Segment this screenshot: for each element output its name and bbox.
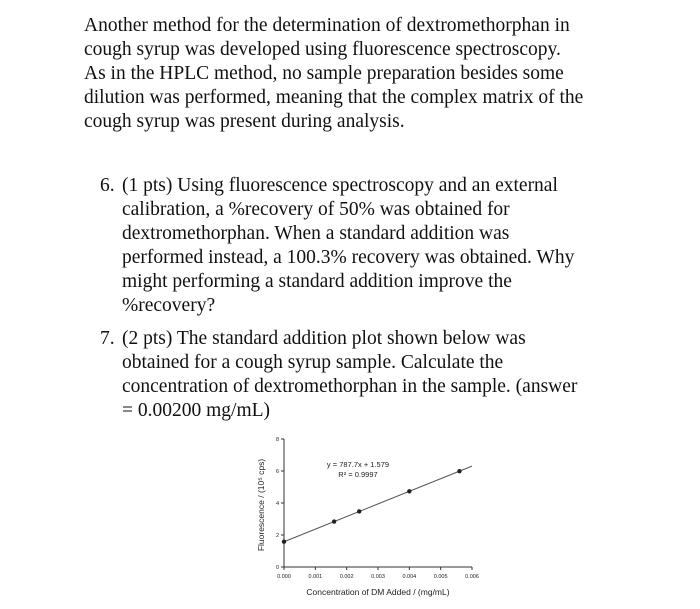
standard-addition-plot — [250, 435, 490, 608]
x-tick-label: 0.000 — [277, 574, 291, 580]
data-point — [282, 540, 286, 544]
y-tick-label: 4 — [275, 501, 279, 507]
data-point — [407, 489, 411, 493]
data-point — [332, 519, 336, 523]
text-line: %recovery? — [122, 295, 216, 316]
data-point — [457, 469, 461, 473]
y-tick-label: 0 — [275, 565, 279, 571]
y-axis-label: Fluorescence / (10⁵ cps) — [256, 458, 266, 552]
text-line: cough syrup was present during analysis. — [84, 111, 405, 132]
x-tick-label: 0.001 — [308, 574, 323, 580]
r-squared-label: R² = 0.9997 — [338, 470, 378, 479]
x-axis-label: Concentration of DM Added / (mg/mL) — [306, 587, 450, 597]
equation-label: y = 787.7x + 1.579 — [326, 460, 390, 469]
question-number: 6. — [100, 175, 115, 196]
text-line: calibration, a %recovery of 50% was obtained for — [122, 199, 510, 220]
text-line: (2 pts) The standard addition plot shown below was — [122, 328, 526, 349]
text-line: dilution was performed, meaning that the complex matrix of the — [84, 87, 584, 108]
text-line: (1 pts) Using fluorescence spectroscopy and an external — [122, 175, 558, 196]
text-line: dextromethorphan. When a standard addition was — [122, 223, 510, 244]
question-text — [122, 174, 574, 318]
x-tick-label: 0.005 — [433, 574, 448, 580]
x-tick-label: 0.006 — [465, 574, 479, 580]
y-tick-label: 8 — [275, 437, 279, 443]
text-line: might performing a standard addition improve the — [122, 271, 512, 292]
text-line: obtained for a cough syrup sample. Calculate the — [122, 352, 504, 373]
text-line: concentration of dextromethorphan in the sample. (answer — [122, 376, 578, 397]
text-line: Another method for the determination of dextromethorphan in — [84, 15, 570, 36]
question-number: 7. — [100, 328, 115, 349]
text-line: As in the HPLC method, no sample preparation besides some — [84, 63, 564, 84]
y-tick-label: 2 — [275, 533, 279, 539]
y-tick-label: 6 — [275, 469, 279, 475]
question-text — [122, 327, 577, 423]
text-line: = 0.00200 mg/mL) — [122, 400, 271, 421]
x-tick-label: 0.003 — [371, 574, 385, 580]
text-line: cough syrup was developed using fluorescence spectroscopy. — [84, 39, 561, 60]
intro-paragraph — [84, 14, 644, 134]
x-tick-label: 0.002 — [339, 574, 354, 580]
fit-line — [284, 466, 472, 542]
x-tick-label: 0.004 — [402, 574, 417, 580]
text-line: performed instead, a 100.3% recovery was obtained. Why — [122, 247, 575, 268]
data-point — [357, 509, 361, 513]
